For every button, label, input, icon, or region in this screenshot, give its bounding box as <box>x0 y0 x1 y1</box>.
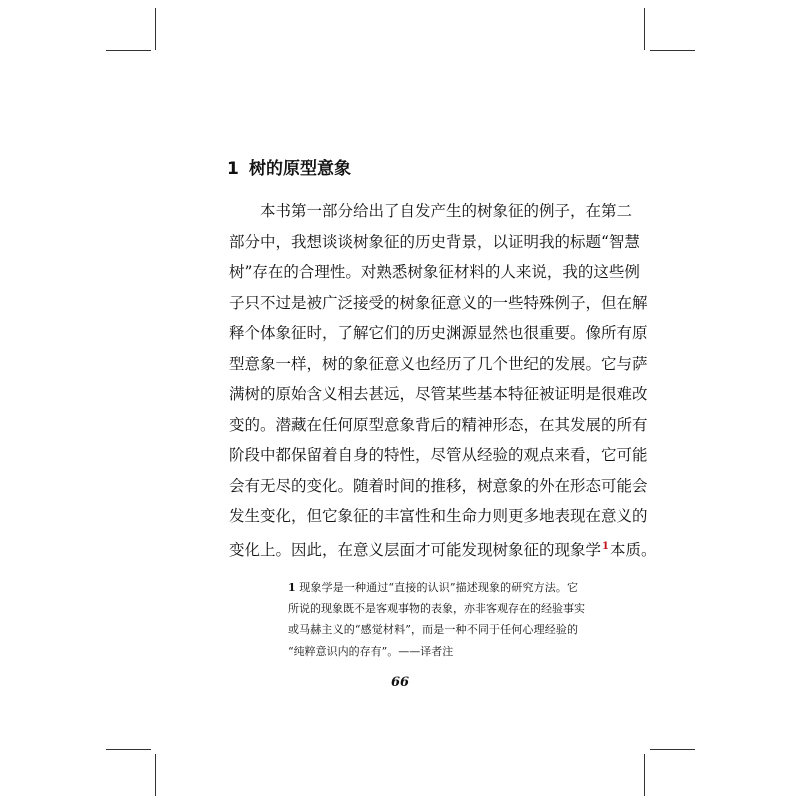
crop-mark-top-right-horizontal <box>650 50 695 51</box>
body-line: 子只不过是被广泛接受的树象征意义的一些特殊例子，但在解 <box>229 293 648 312</box>
crop-mark-bottom-right-vertical <box>644 754 645 796</box>
footnote-line <box>288 577 578 598</box>
crop-mark-top-right-vertical <box>644 8 645 50</box>
body-line-last <box>229 532 657 563</box>
page-number: 66 <box>390 675 410 690</box>
body-line: 变的。潜藏在任何原型意象背后的精神形态，在其发展的所有 <box>229 415 648 434</box>
footnote-first-line: 现象学是一种通过“直接的认识”描述现象的研究方法。它 <box>299 581 578 594</box>
crop-mark-top-left-vertical <box>155 8 156 50</box>
footnote-line: “纯粹意识内的存有”。——译者注 <box>288 644 454 658</box>
crop-mark-bottom-left-horizontal <box>106 749 151 750</box>
crop-mark-top-left-horizontal <box>106 50 151 51</box>
footnote-line: 所说的现象既不是客观事物的表象，亦非客观存在的经验事实 <box>288 602 585 616</box>
footnote-reference[interactable]: 1 <box>602 540 609 552</box>
body-line: 阶段中都保留着自身的特性，尽管从经验的观点来看，它可能 <box>229 446 648 464</box>
body-line: 发生变化，但它象征的丰富性和生命力则更多地表现在意义的 <box>229 507 648 525</box>
footnote-number: 1 <box>288 581 296 594</box>
body-paragraph <box>229 196 657 562</box>
section-number: 1 <box>227 159 239 179</box>
crop-mark-bottom-right-horizontal <box>650 749 695 750</box>
body-line: 满树的原始含义相去甚远，尽管某些基本特征被证明是很难改 <box>229 385 648 403</box>
footnote <box>288 577 585 662</box>
crop-mark-bottom-left-vertical <box>155 754 156 796</box>
body-line: 树”存在的合理性。对熟悉树象征材料的人来说，我的这些例 <box>229 263 640 281</box>
body-line: 型意象一样，树的象征意义也经历了几个世纪的发展。它与萨 <box>229 354 648 373</box>
body-line: 本书第一部分给出了自发产生的树象征的例子，在第二 <box>260 202 633 220</box>
footnote-line: 或马赫主义的“感觉材料”，而是一种不同于任何心理经验的 <box>288 623 578 637</box>
section-title: 树的原型意象 <box>249 159 351 179</box>
section-heading <box>227 157 351 181</box>
body-last-tail: 本质。 <box>609 540 657 559</box>
body-line: 部分中，我想谈谈树象征的历史背景，以证明我的标题“智慧 <box>229 232 640 251</box>
body-last-text: 变化上。因此，在意义层面才可能发现树象征的现象学 <box>229 540 602 559</box>
body-line: 释个体象征时，了解它们的历史渊源显然也很重要。像所有原 <box>229 324 648 342</box>
body-line: 会有无尽的变化。随着时间的推移，树意象的外在形态可能会 <box>229 476 648 495</box>
